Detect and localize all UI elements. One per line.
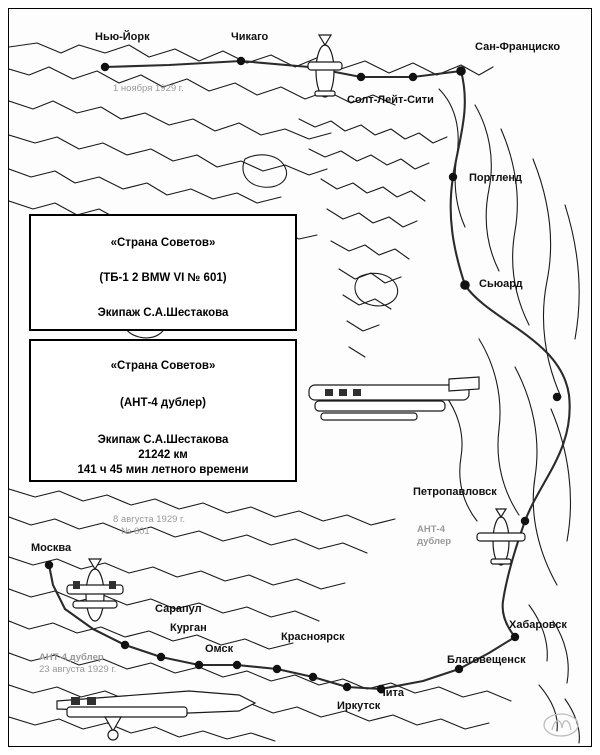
annotation-dubler: дублер [417, 536, 452, 547]
city-label-kurgan: Курган [170, 622, 207, 634]
city-label-salt-lake-city: Солт-Лейт-Сити [347, 94, 434, 106]
legend-line: (ТБ-1 2 BMW VI № 601) [99, 272, 227, 284]
legend-line: (АНТ-4 дублер) [120, 397, 206, 409]
city-label-irkutsk: Иркутск [337, 700, 381, 712]
city-label-chicago: Чикаго [231, 31, 269, 43]
city-label-new-york: Нью-Йорк [95, 31, 150, 43]
city-label-moscow: Москва [31, 542, 72, 554]
legend-line: 141 ч 45 мин летного времени [77, 464, 249, 476]
city-label-krasnoyarsk: Красноярск [281, 631, 345, 643]
aircraft-top [308, 35, 342, 97]
city-label-chita: Чита [378, 687, 404, 699]
city-label-sarapul: Сарапул [155, 603, 202, 615]
annotation-ant4-dubler: АНТ-4 дублер [39, 652, 104, 663]
annotation-date-1-november: 1 ноября 1929 г. [113, 83, 184, 94]
city-label-portland: Портленд [469, 172, 523, 184]
annotation-date-23-august: 23 августа 1929 г. [39, 664, 117, 675]
city-label-khabarovsk: Хабаровск [509, 619, 567, 631]
aircraft-left [67, 559, 123, 621]
watermark-monogram [541, 710, 581, 740]
aircraft-seaplane [309, 377, 479, 420]
legend-line: 21242 км [138, 449, 188, 461]
legend-line: «Страна Советов» [110, 237, 216, 249]
city-label-seward: Сьюард [479, 278, 523, 290]
aircraft-bottom [57, 691, 255, 740]
legend-box-tb1 [29, 214, 297, 331]
legend-line: Экипаж С.А.Шестакова [97, 307, 229, 319]
annotation-ant4: АНТ-4 [417, 524, 445, 535]
legend-line: Экипаж С.А.Шестакова [97, 434, 229, 446]
annotation-aircraft-number: № 601 [121, 526, 150, 537]
aircraft-ant4-dubler [477, 509, 525, 565]
map-frame [8, 8, 592, 747]
city-label-omsk: Омск [205, 643, 234, 655]
city-label-blagoveshchensk: Благовещенск [447, 654, 526, 666]
city-label-petropavlovsk: Петропавловск [413, 486, 497, 498]
legend-box-ant4 [29, 339, 297, 482]
legend-line: «Страна Советов» [110, 360, 216, 372]
annotation-date-8-august: 8 августа 1929 г. [113, 514, 185, 525]
city-label-san-francisco: Сан-Франциско [475, 41, 561, 53]
